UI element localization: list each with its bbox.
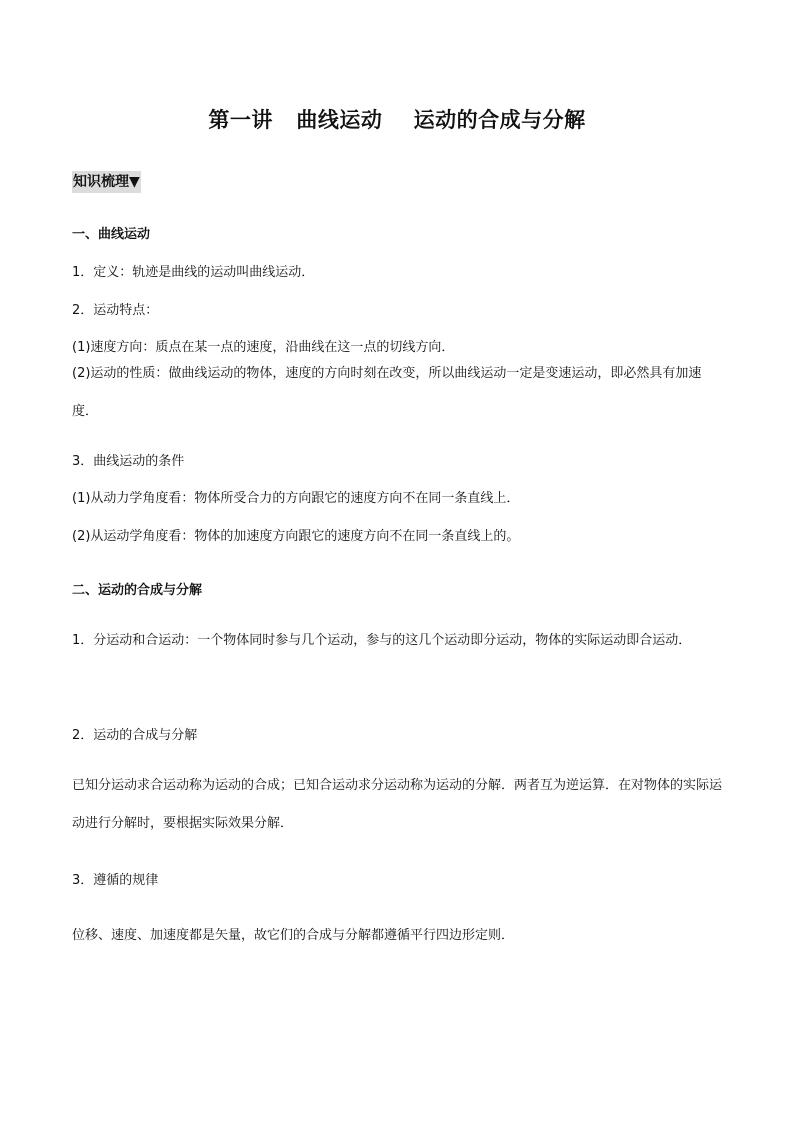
- paragraph-kinematics-view: (2)从运动学角度看：物体的加速度方向跟它的速度方向不在同一条直线上的。: [72, 529, 520, 544]
- knowledge-summary-tag: 知识梳理▼: [72, 171, 141, 193]
- section-heading-curvilinear-motion: 一、曲线运动: [72, 227, 151, 242]
- paragraph-motion-features: 2．运动特点：: [72, 303, 159, 318]
- paragraph-definition: 1．定义：轨迹是曲线的运动叫曲线运动．: [72, 265, 315, 280]
- paragraph-dynamics-view: (1)从动力学角度看：物体所受合力的方向跟它的速度方向不在同一条直线上．: [72, 491, 520, 506]
- section-heading-composition-decomposition: 二、运动的合成与分解: [72, 583, 203, 598]
- paragraph-motion-nature: (2)运动的性质：做曲线运动的物体，速度的方向时刻在改变，所以曲线运动一定是变速运动，即必然具有加速度．: [72, 366, 702, 419]
- paragraph-component-resultant: 1．分运动和合运动：一个物体同时参与几个运动，参与的这几个运动即分运动，物体的实际运动即合运动．: [72, 633, 692, 648]
- paragraph-motion-conditions: 3．曲线运动的条件: [72, 454, 185, 469]
- paragraph-composition-explanation: 已知分运动求合运动称为运动的合成；已知合运动求分运动称为运动的分解．两者互为逆运算．在对物体的实际运动进行分解时，要根据实际效果分解．: [72, 778, 723, 831]
- paragraph-composition-heading: 2．运动的合成与分解: [72, 728, 198, 743]
- paragraph-parallelogram-rule: 位移、速度、加速度都是矢量，故它们的合成与分解都遵循平行四边形定则．: [72, 928, 515, 943]
- page-title: 第一讲 曲线运动 运动的合成与分解: [208, 108, 586, 132]
- paragraph-laws-heading: 3．遵循的规律: [72, 873, 159, 888]
- paragraph-velocity-direction: (1)速度方向：质点在某一点的速度，沿曲线在这一点的切线方向．: [72, 340, 455, 355]
